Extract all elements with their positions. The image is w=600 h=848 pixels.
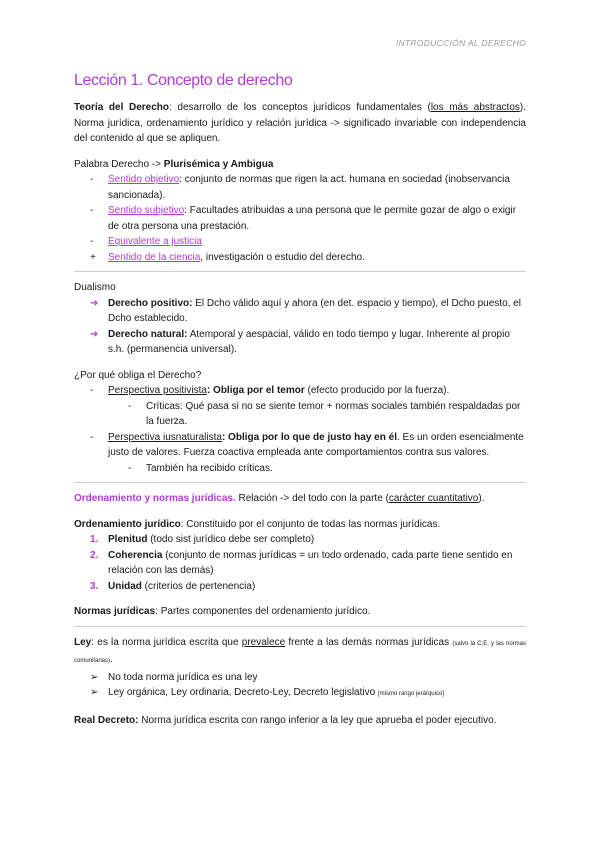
arrow-icon: ➜ [90,328,99,340]
list-item: - Sentido subjetivo: Facultades atribuidas a una persona que le permite gozar de algo o exigir de otra persona una prestación. [90,205,517,232]
page-title: Lección 1. Concepto de derecho [74,72,293,89]
oj-list [74,532,526,594]
obliga-list [74,383,526,476]
list-item: - Equivalente a justicia [90,236,202,247]
ordenamiento-heading: Ordenamiento y normas jurídicas. Relación -> del todo con la parte (carácter cuantitativo). [74,493,485,504]
ley-list [74,670,526,703]
list-item: ➢ Ley orgánica, Ley ordinaria, Decreto-Ley, Decreto legislativo [mismo rango jerárquico] [74,685,526,703]
dualismo-list [74,296,526,358]
rd-paragraph: Real Decreto: Norma jurídica escrita con rango inferior a la ley que aprueba el poder ejecutivo. [74,714,497,726]
list-item: 3. Unidad (criterios de pertenencia) [90,580,256,592]
obliga-question: ¿Por qué obliga el Derecho? [74,369,202,381]
link-sentido-ciencia[interactable]: Sentido de la ciencia [108,251,201,263]
teoria-paragraph: Teoría del Derecho: desarrollo de los conceptos jurídicos fundamentales (los más abstractos). Norma jurídica, ordenamiento jurídico y relación jurídica -> significado invariable con independencia del contenido al que se apliquen. [74,102,526,144]
list-item: - Críticas: Qué pasa si no se siente temor + normas sociales también respaldadas por la fuerza. [128,400,521,427]
arrow-icon: ➜ [90,297,99,309]
list-item: ➜ Derecho natural: Atemporal y aespacial, válido en todo tiempo y lugar. Inherente al propio s.h. (permanencia universal). [90,328,510,355]
list-item: - Perspectiva positivista: Obliga por el temor (efecto producido por la fuerza). [90,385,450,396]
divider [74,482,526,483]
arrowhead-icon: ➢ [90,671,99,683]
dualismo-label: Dualismo [74,282,116,293]
list-item: - También ha recibido críticas. [128,462,273,474]
list-item: ➜ Derecho positivo: El Dcho válido aquí y ahora (en det. espacio y tiempo), el Dcho puesto, el Dcho establecido. [90,297,521,324]
ley-paragraph: Ley: es la norma jurídica escrita que prevalece frente a las demás normas jurídicas (salvo la C.E. y las normas comunitarias). [74,636,526,665]
list-item: - Sentido objetivo: conjunto de normas que rigen la act. humana en sociedad (inobservancia sancionada). [90,174,510,201]
palabra-line: Palabra Derecho -> Plurisémica y Ambigua [74,158,274,170]
divider [74,271,526,272]
running-header: INTRODUCCIÓN AL DERECHO [395,38,526,48]
nj-paragraph: Normas jurídicas: Partes componentes del ordenamiento jurídico. [74,606,371,617]
oj-paragraph: Ordenamiento jurídico: Constituido por el conjunto de todas las normas jurídicas. [74,518,441,530]
link-sentido-objetivo[interactable]: Sentido objetivo [108,174,180,185]
sentidos-list [74,172,526,265]
list-item: + Sentido de la ciencia, investigación o estudio del derecho. [90,251,365,263]
document-body [74,100,526,728]
list-item: - Perspectiva iusnaturalista: Obliga por lo que de justo hay en él. Es un orden esencialmente justo de valores. Fuerza coactiva empleada ante comportamientos contra sus valores. [90,431,524,458]
list-item: 1. Plenitud (todo sist jurídico debe ser completo) [90,534,315,545]
arrowhead-icon: ➢ [90,687,99,698]
list-item: ➢ No toda norma jurídica es una ley [74,670,526,686]
link-equivalente-justicia[interactable]: Equivalente a justicia [108,236,202,247]
link-sentido-subjetivo[interactable]: Sentido subjetivo [108,205,185,216]
divider [74,626,526,627]
list-item: 2. Coherencia (conjunto de normas jurídicas = un todo ordenado, cada parte tiene sentido en relación con las demás) [90,549,513,576]
